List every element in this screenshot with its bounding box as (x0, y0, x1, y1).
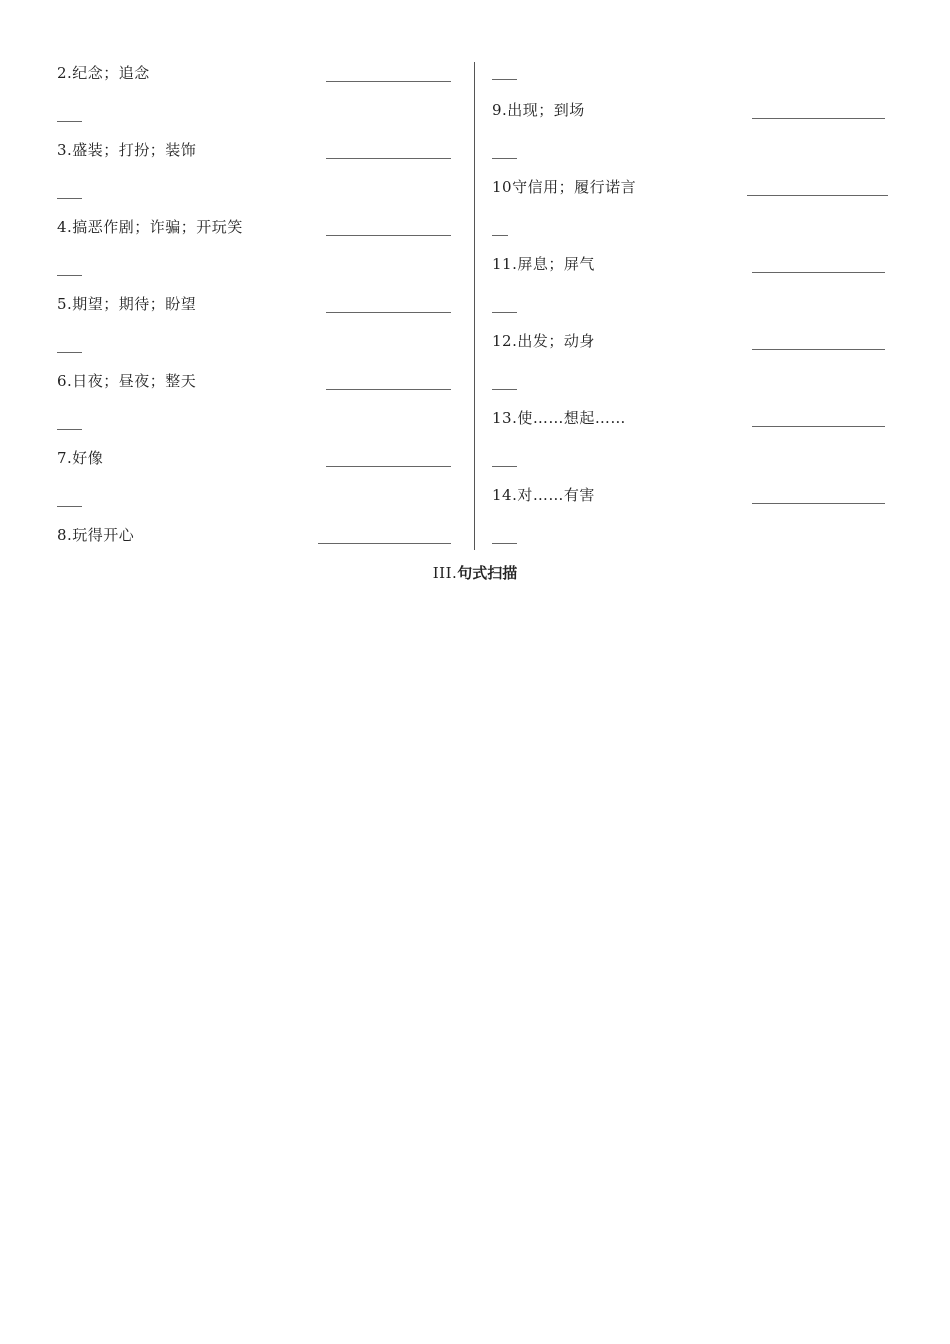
vocab-label: 4.搞恶作剧；诈骗；开玩笑 (57, 218, 243, 236)
answer-blank[interactable] (752, 503, 885, 504)
vocab-item-5 (57, 286, 455, 363)
vocab-item-14 (492, 477, 890, 554)
vocab-label: 12.出发；动身 (492, 332, 595, 350)
vocab-label: 14.对……有害 (492, 486, 595, 504)
vocab-item-2 (57, 55, 455, 132)
answer-blank-continuation (492, 543, 517, 544)
vocab-label: 5.期望；期待；盼望 (57, 295, 197, 313)
answer-blank-continuation (57, 429, 82, 430)
vocab-item-4 (57, 209, 455, 286)
vocab-label: 9.出现；到场 (492, 101, 585, 119)
answer-blank[interactable] (752, 118, 885, 119)
answer-blank[interactable] (752, 426, 885, 427)
answer-blank-continuation (57, 121, 82, 122)
answer-blank[interactable] (326, 312, 451, 313)
answer-blank-continuation (57, 275, 82, 276)
answer-blank-continuation (57, 198, 82, 199)
vocab-item-13 (492, 400, 890, 477)
answer-blank[interactable] (326, 81, 451, 82)
answer-blank[interactable] (747, 195, 888, 196)
answer-blank-continuation (492, 158, 517, 159)
answer-blank[interactable] (752, 349, 885, 350)
vocab-label: 13.使……想起…… (492, 409, 626, 427)
vocab-item-10 (492, 169, 890, 246)
vocab-label: 3.盛装；打扮；装饰 (57, 141, 197, 159)
answer-blank[interactable] (326, 389, 451, 390)
answer-blank[interactable] (326, 235, 451, 236)
vocab-label: 10守信用；履行诺言 (492, 178, 637, 196)
vocab-item-6 (57, 363, 455, 440)
answer-blank[interactable] (326, 466, 451, 467)
vocab-item-3 (57, 132, 455, 209)
answer-blank[interactable] (326, 158, 451, 159)
answer-blank-continuation (492, 79, 517, 80)
answer-blank[interactable] (318, 543, 451, 544)
answer-blank-continuation (492, 466, 517, 467)
section-heading (0, 563, 950, 583)
vocab-label: 8.玩得开心 (57, 526, 135, 544)
section-number: III. (432, 564, 458, 582)
vocab-label: 6.日夜；昼夜；整天 (57, 372, 197, 390)
answer-blank-continuation (492, 312, 517, 313)
column-divider (474, 62, 475, 550)
vocab-label: 7.好像 (57, 449, 104, 467)
vocab-label: 11.屏息；屏气 (492, 255, 595, 273)
answer-blank-continuation (492, 235, 508, 236)
section-title: 句式扫描 (457, 564, 518, 582)
answer-blank-continuation (57, 352, 82, 353)
vocab-item-11 (492, 246, 890, 323)
answer-blank-continuation (57, 506, 82, 507)
vocab-item-12 (492, 323, 890, 400)
answer-blank-continuation (492, 389, 517, 390)
vocab-item-9 (492, 92, 890, 169)
vocab-item-7 (57, 440, 455, 517)
answer-blank[interactable] (752, 272, 885, 273)
vocab-label: 2.纪念；追念 (57, 64, 150, 82)
